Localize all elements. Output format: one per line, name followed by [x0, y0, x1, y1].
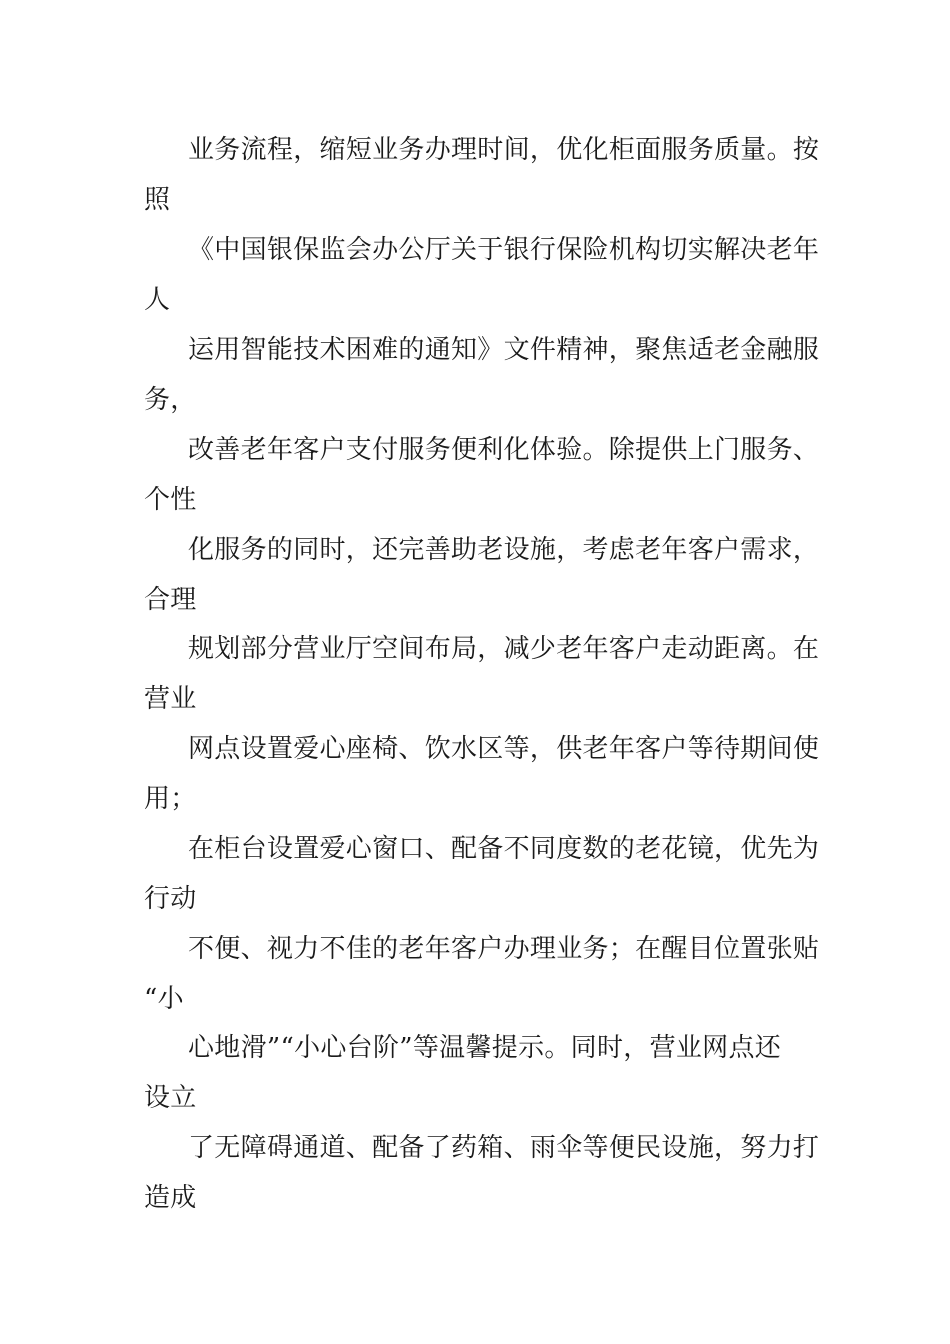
- text-line: 业务流程，缩短业务办理时间，优化柜面服务质量。按: [188, 135, 820, 165]
- text-line: 在柜台设置爱心窗口、配备不同度数的老花镜，优先为: [188, 834, 820, 864]
- text-line: 合理: [144, 585, 197, 615]
- text-line: 行动: [144, 884, 197, 914]
- text-line: 不便、视力不佳的老年客户办理业务；在醒目位置张贴: [188, 934, 820, 964]
- text-line: 个性: [144, 485, 197, 515]
- text-line: 设立: [144, 1083, 197, 1113]
- text-line: 造成: [144, 1183, 197, 1213]
- text-line: 营业: [144, 684, 197, 714]
- text-line: 照: [144, 185, 171, 215]
- text-line: 改善老年客户支付服务便利化体验。除提供上门服务、: [188, 435, 820, 465]
- text-line: 运用智能技术困难的通知》文件精神，聚焦适老金融服: [188, 335, 820, 365]
- text-line: 心地滑”“小心台阶”等温馨提示。同时，营业网点还: [188, 1033, 782, 1063]
- text-line: 人: [144, 285, 171, 315]
- text-line: 务，: [144, 385, 197, 415]
- text-line: “小: [144, 984, 184, 1014]
- text-line: 网点设置爱心座椅、饮水区等，供老年客户等待期间使: [188, 734, 820, 764]
- text-line: 用；: [144, 784, 197, 814]
- text-line: 化服务的同时，还完善助老设施，考虑老年客户需求，: [188, 535, 820, 565]
- text-line: 规划部分营业厅空间布局，减少老年客户走动距离。在: [188, 634, 820, 664]
- text-line: 《中国银保监会办公厅关于银行保险机构切实解决老年: [188, 235, 820, 265]
- text-line: 了无障碍通道、配备了药箱、雨伞等便民设施，努力打: [188, 1133, 820, 1163]
